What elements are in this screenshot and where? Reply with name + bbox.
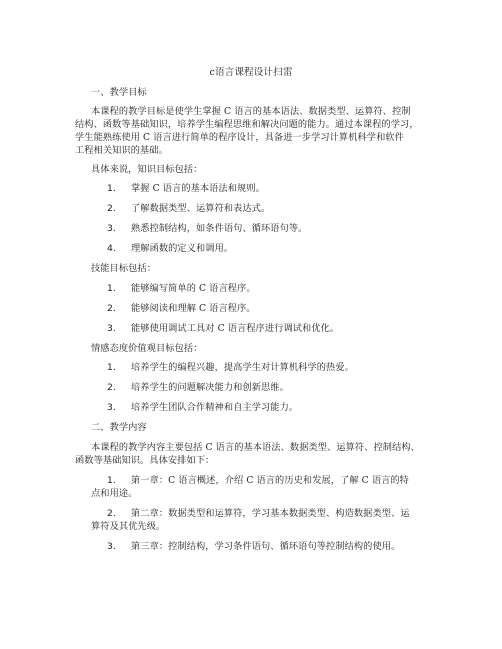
list-item: 了解数据类型、运算符和表达式。 xyxy=(131,203,271,214)
list-number: 3. xyxy=(107,323,116,334)
list-item: 培养学生团队合作精神和自主学习能力。 xyxy=(131,402,299,413)
paragraph-line: 学生能熟练使用 C 语言进行简单的程序设计，具备进一步学习计算机科学和软件 xyxy=(75,132,404,143)
knowledge-goals-intro: 具体来说，知识目标包括： xyxy=(91,164,203,175)
list-number: 2. xyxy=(107,203,116,214)
section-heading-teaching-content: 二、教学内容 xyxy=(91,422,147,433)
chapter-item-line: 第一章：C 语言概述，介绍 C 语言的历史和发展，了解 C 语言的特 xyxy=(131,475,409,486)
attitude-goals-intro: 情感态度价值观目标包括： xyxy=(91,343,203,354)
paragraph-line: 函数等基础知识。具体安排如下： xyxy=(75,455,215,466)
list-item: 理解函数的定义和调用。 xyxy=(131,243,234,254)
chapter-item-line: 算符及其优先级。 xyxy=(91,521,166,532)
paragraph-line: 结构、函数等基础知识，培养学生编程思维和解决问题的能力。通过本课程的学习， xyxy=(75,119,419,130)
list-number: 4. xyxy=(107,243,116,254)
chapter-item-line: 点和用途。 xyxy=(91,488,138,499)
list-number: 1. xyxy=(107,362,116,373)
chapter-item-line: 第二章：数据类型和运算符，学习基本数据类型、构造数据类型、运 xyxy=(131,508,410,519)
list-item: 培养学生的问题解决能力和创新思维。 xyxy=(131,382,289,393)
list-item: 能够使用调试工具对 C 语言程序进行调试和优化。 xyxy=(131,323,340,334)
list-number: 3. xyxy=(107,223,116,234)
list-item: 熟悉控制结构，如条件语句、循环语句等。 xyxy=(131,223,308,234)
list-item: 培养学生的编程兴趣，提高学生对计算机科学的热爱。 xyxy=(131,362,354,373)
list-item: 能够阅读和理解 C 语言程序。 xyxy=(131,303,256,314)
skill-goals-intro: 技能目标包括： xyxy=(91,263,157,274)
list-number: 1. xyxy=(107,183,116,194)
list-item: 能够编写简单的 C 语言程序。 xyxy=(131,283,256,294)
list-number: 2. xyxy=(107,303,116,314)
section-heading-teaching-goals: 一、教学目标 xyxy=(91,87,147,98)
list-item: 掌握 C 语言的基本语法和规则。 xyxy=(131,183,265,194)
list-number: 1. xyxy=(107,283,116,294)
chapter-item-line: 第三章：控制结构，学习条件语句、循环语句等控制结构的使用。 xyxy=(131,541,401,552)
paragraph-line: 本课程的教学目标是使学生掌握 C 语言的基本语法、数据类型、运算符、控制 xyxy=(91,106,411,117)
paragraph-line: 本课程的教学内容主要包括 C 语言的基本语法、数据类型、运算符、控制结构、 xyxy=(91,442,420,453)
list-number: 2. xyxy=(107,508,116,519)
list-number: 1. xyxy=(107,475,116,486)
list-number: 3. xyxy=(107,541,116,552)
paragraph-line: 工程相关知识的基础。 xyxy=(75,145,168,156)
document-title: c语言课程设计扫雷 xyxy=(209,67,293,78)
list-number: 2. xyxy=(107,382,116,393)
list-number: 3. xyxy=(107,402,116,413)
